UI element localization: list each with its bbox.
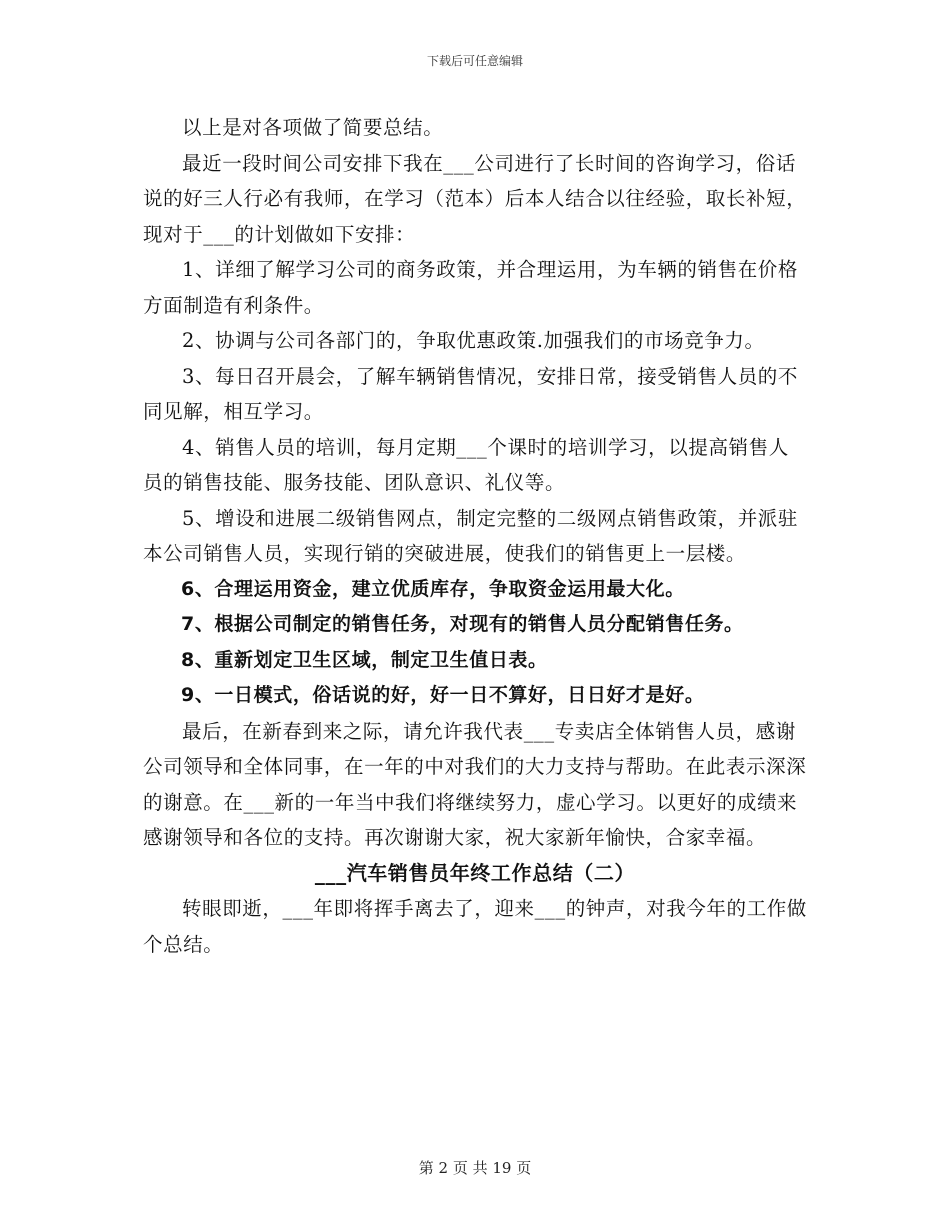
plan-item-2: 2、协调与公司各部门的，争取优惠政策.加强我们的市场竞争力。 (182, 329, 765, 352)
plan-item-3: 3、每日召开晨会，了解车辆销售情况，安排日常，接受销售人员的不同见解，相互学习。 (143, 364, 799, 423)
document-body (143, 110, 807, 962)
paragraph-plan-intro: 最近一段时间公司安排下我在___公司进行了长时间的咨询学习，俗话说的好三人行必有我师，在学习（范本）后本人结合以往经验，取长补短，现对于___的计划做如下安排： (143, 151, 807, 246)
plan-item-9: 9、一日模式，俗话说的好，好一日不算好，日日好才是好。 (181, 684, 705, 706)
plan-item-5: 5、增设和进展二级销售网点，制定完整的二级网点销售政策，并派驻本公司销售人员，实现行销的突破进展，使我们的销售更上一层楼。 (143, 506, 799, 565)
plan-item-7: 7、根据公司制定的销售任务，对现有的销售人员分配销售任务。 (181, 613, 744, 635)
paragraph-summary-intro: 以上是对各项做了简要总结。 (182, 116, 444, 139)
page-header: 下载后可任意编辑 (426, 54, 523, 68)
plan-item-4: 4、销售人员的培训，每月定期___个课时的培训学习，以提高销售人员的销售技能、服务技能、团队意识、礼仪等。 (143, 435, 789, 494)
paragraph-section-two-intro: 转眼即逝，___年即将挥手离去了，迎来___的钟声，对我今年的工作做个总结。 (143, 897, 807, 956)
plan-item-6: 6、合理运用资金，建立优质库存，争取资金运用最大化。 (181, 577, 685, 600)
plan-item-8: 8、重新划定卫生区域，制定卫生值日表。 (181, 648, 548, 671)
plan-item-1: 1、详细了解学习公司的商务政策，并合理运用，为车辆的销售在价格方面制造有利条件。 (143, 258, 799, 317)
paragraph-closing: 最后，在新春到来之际，请允许我代表___专卖店全体销售人员，感谢公司领导和全体同事，在一年的中对我们的大力支持与帮助。在此表示深深的谢意。在___新的一年当中我们将继续努力，虚心学习。以更好的成绩来感谢领导和各位的支持。再次谢谢大家，祝大家新年愉快，合家幸福。 (143, 719, 807, 849)
page-footer: 第 2 页 共 19 页 (418, 1159, 532, 1177)
section-heading: ___汽车销售员年终工作总结（二） (314, 860, 636, 885)
